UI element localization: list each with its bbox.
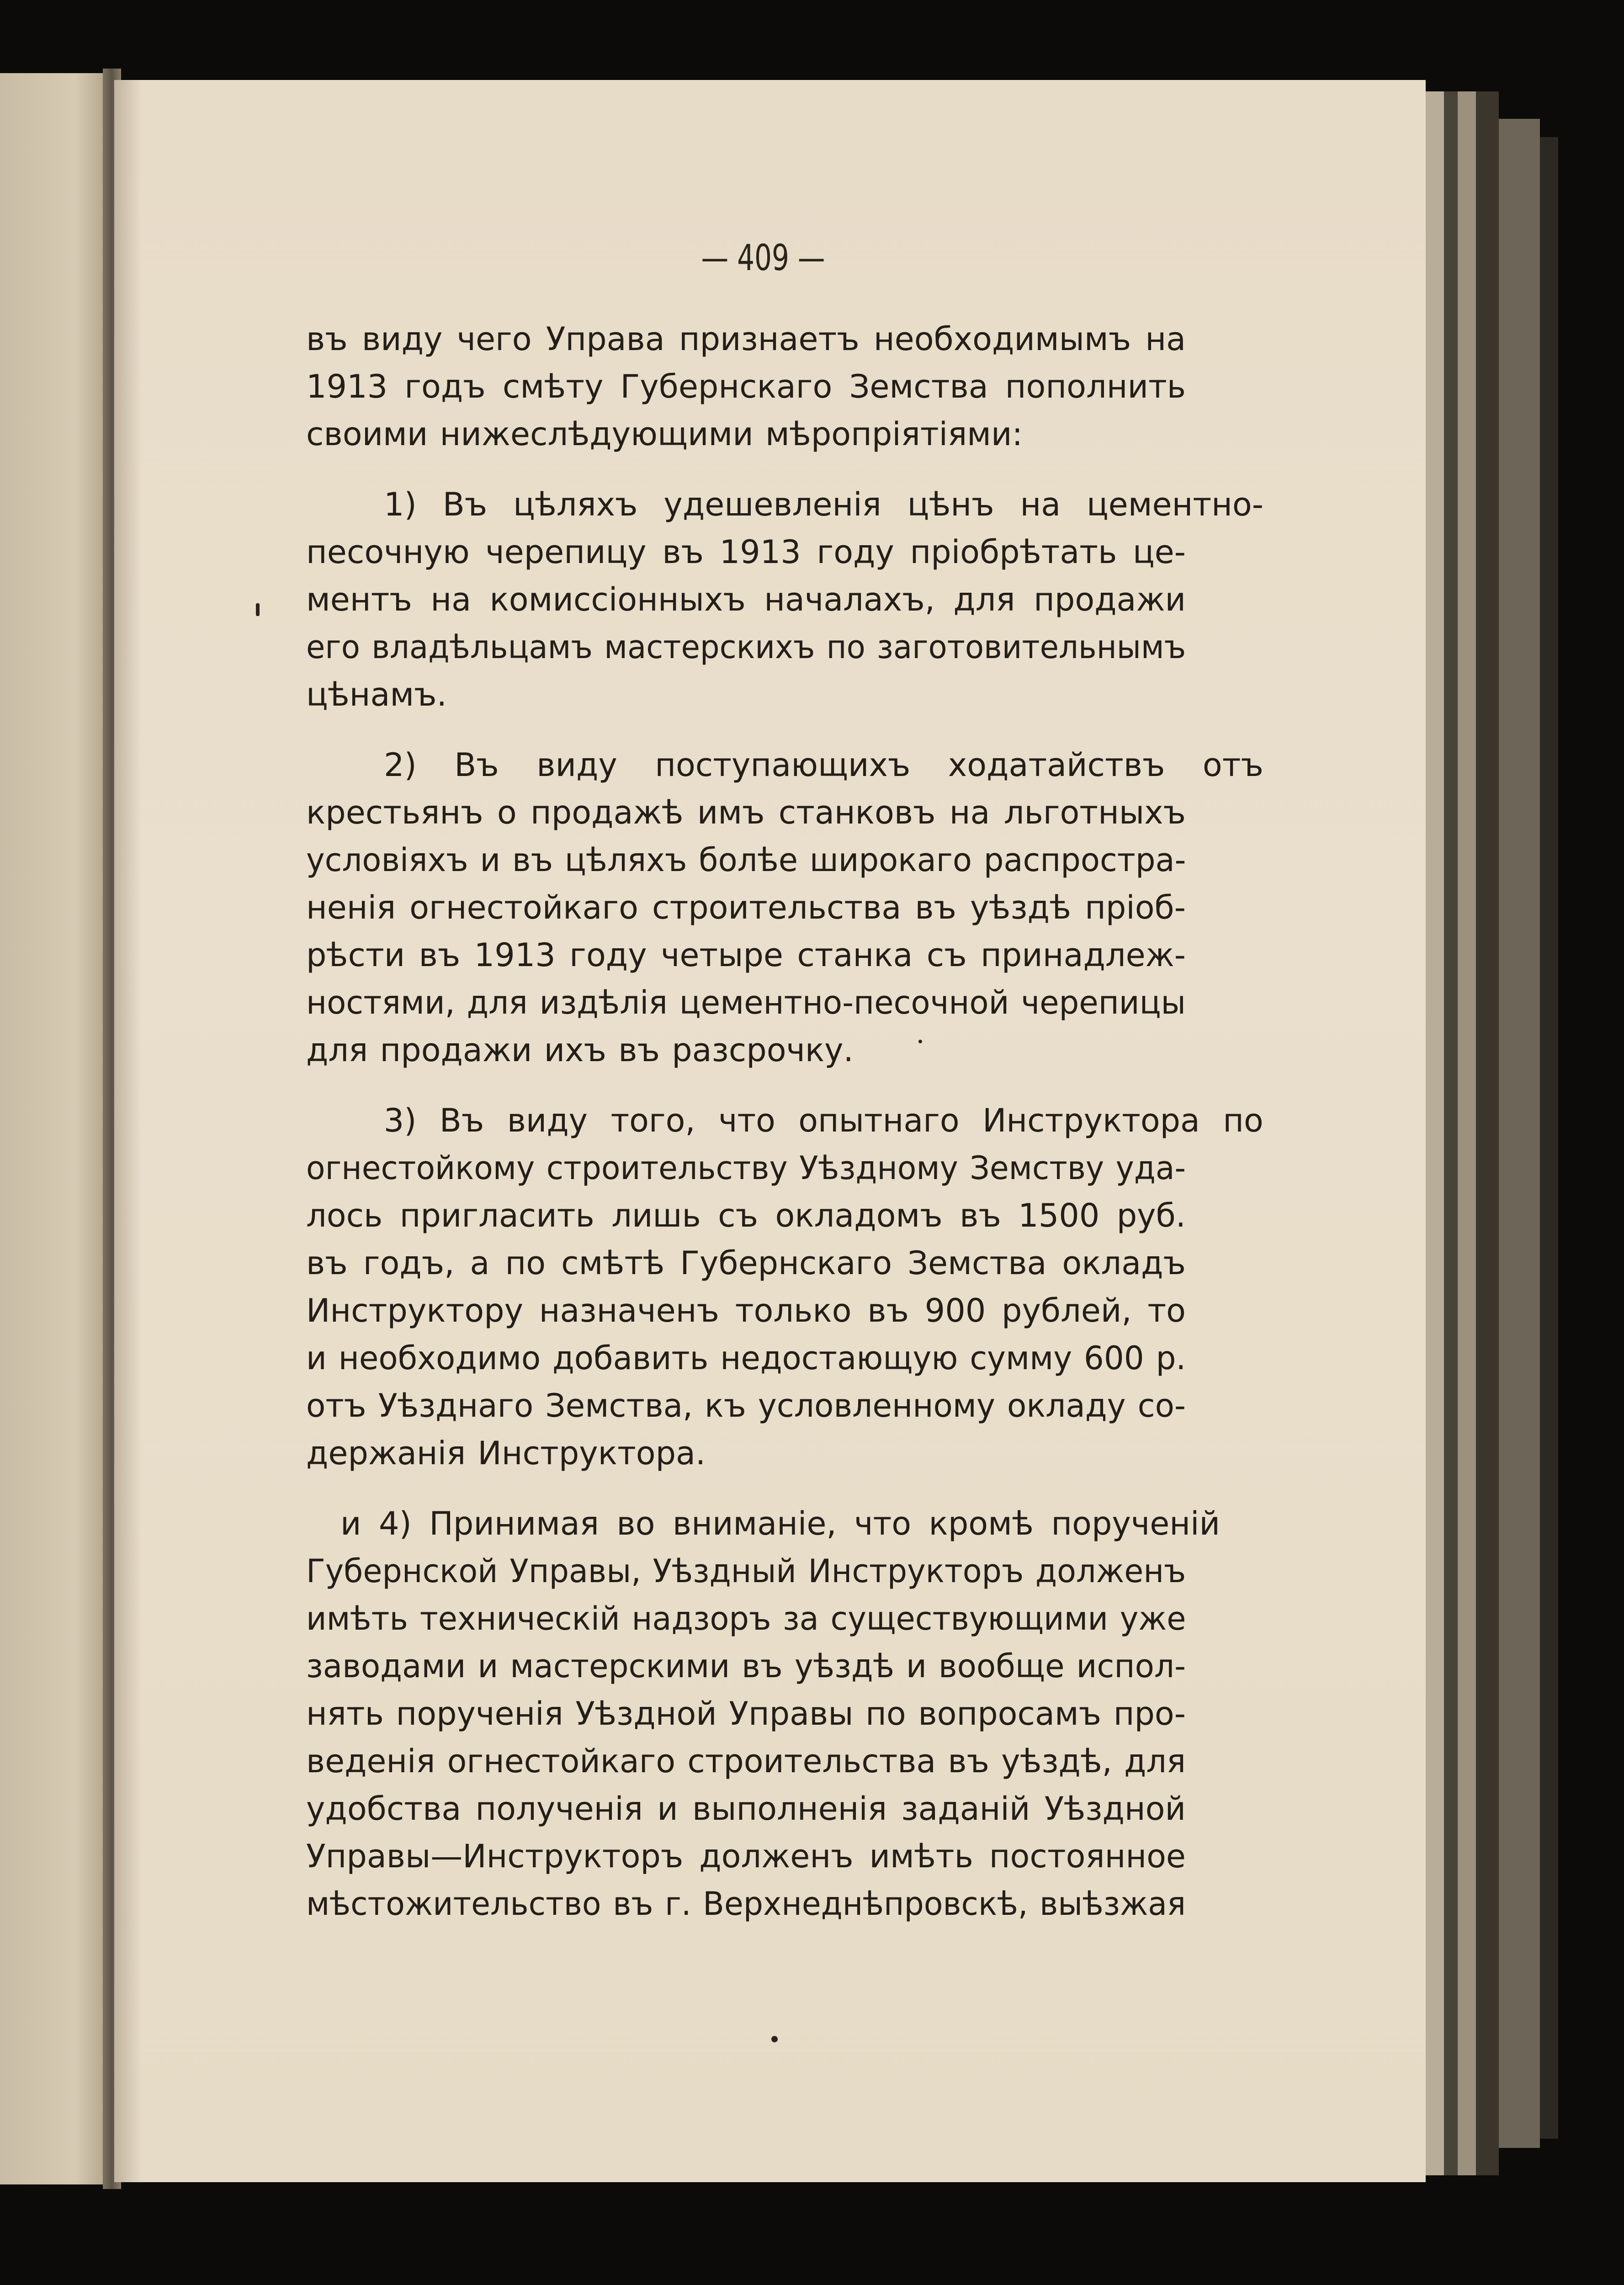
- text-line: въ виду чего Управа признаетъ необходимымъ на: [306, 320, 1186, 358]
- text-line: имѣть техническій надзоръ за существующими уже: [306, 1600, 1186, 1637]
- text-line: ненія огнестойкаго строительства въ уѣздѣ пріоб-: [306, 889, 1186, 926]
- paper-speck: [256, 603, 260, 616]
- text-line: 1) Въ цѣляхъ удешевленія цѣнъ на цементно-: [384, 486, 1263, 523]
- paper-speck: [771, 2036, 778, 2042]
- page-edges: [1458, 91, 1476, 2175]
- text-line: его владѣльцамъ мастерскихъ по заготовительнымъ: [306, 628, 1186, 666]
- text-line: веденія огнестойкаго строительства въ уѣздѣ, для: [306, 1743, 1186, 1780]
- text-line: мѣстожительство въ г. Верхнеднѣпровскѣ, выѣзжая: [306, 1885, 1186, 1923]
- text-line: держанія Инструктора.: [306, 1435, 706, 1472]
- text-line: 3) Въ виду того, что опытнаго Инструктора по: [383, 1102, 1263, 1139]
- text-line: рѣсти въ 1913 году четыре станка съ принадлеж-: [306, 936, 1186, 974]
- page-number: — 409 —: [701, 238, 825, 279]
- text-line: и необходимо добавить недостающую сумму 600 р.: [306, 1339, 1186, 1377]
- text-line: 1913 годъ смѣту Губернскаго Земства пополнить: [306, 368, 1186, 405]
- text-line: ментъ на комиссіонныхъ началахъ, для продажи: [306, 581, 1186, 618]
- text-line: нять порученія Уѣздной Управы по вопросамъ про-: [306, 1695, 1186, 1732]
- page-edges: [1426, 91, 1444, 2175]
- page-edges: [1476, 91, 1499, 2175]
- text-line: ностями, для издѣлія цементно-песочной черепицы: [306, 984, 1186, 1021]
- text-line: удобства полученія и выполненія заданій Уѣздной: [306, 1790, 1186, 1828]
- page-edges: [1444, 91, 1458, 2175]
- left-page-edge: [0, 73, 107, 2184]
- text-line: и 4) Принимая во вниманіе, что кромѣ порученій: [340, 1505, 1220, 1542]
- text-line: 2) Въ виду поступающихъ ходатайствъ отъ: [384, 746, 1263, 784]
- text-line: своими нижеслѣдующими мѣропріятіями:: [306, 415, 1023, 453]
- text-line: для продажи ихъ въ разсрочку.: [306, 1031, 854, 1069]
- page-edges: [1499, 119, 1540, 2148]
- page-text: [306, 315, 1263, 1928]
- text-line: огнестойкому строительству Уѣздному Земству уда-: [306, 1149, 1186, 1187]
- text-line: Управы—Инструкторъ долженъ имѣть постоянное: [306, 1838, 1186, 1875]
- text-line: крестьянъ о продажѣ имъ станковъ на льготныхъ: [306, 794, 1186, 831]
- text-line: лось пригласить лишь съ окладомъ въ 1500 руб.: [306, 1197, 1186, 1234]
- text-line: песочную черепицу въ 1913 году пріобрѣтать це-: [306, 533, 1186, 571]
- text-line: заводами и мастерскими въ уѣздѣ и вообще испол-: [306, 1647, 1186, 1685]
- text-line: въ годъ, а по смѣтѣ Губернскаго Земства окладъ: [306, 1244, 1186, 1282]
- text-line: Инструктору назначенъ только въ 900 рублей, то: [306, 1292, 1186, 1329]
- page-edges: [1540, 137, 1558, 2139]
- text-line: отъ Уѣзднаго Земства, къ условленному окладу со-: [306, 1387, 1186, 1424]
- text-line: Губернской Управы, Уѣздный Инструкторъ долженъ: [306, 1552, 1186, 1590]
- text-line: цѣнамъ.: [306, 676, 447, 713]
- paper-speck: [918, 1040, 922, 1043]
- text-line: условіяхъ и въ цѣляхъ болѣе широкаго распростра-: [306, 841, 1186, 879]
